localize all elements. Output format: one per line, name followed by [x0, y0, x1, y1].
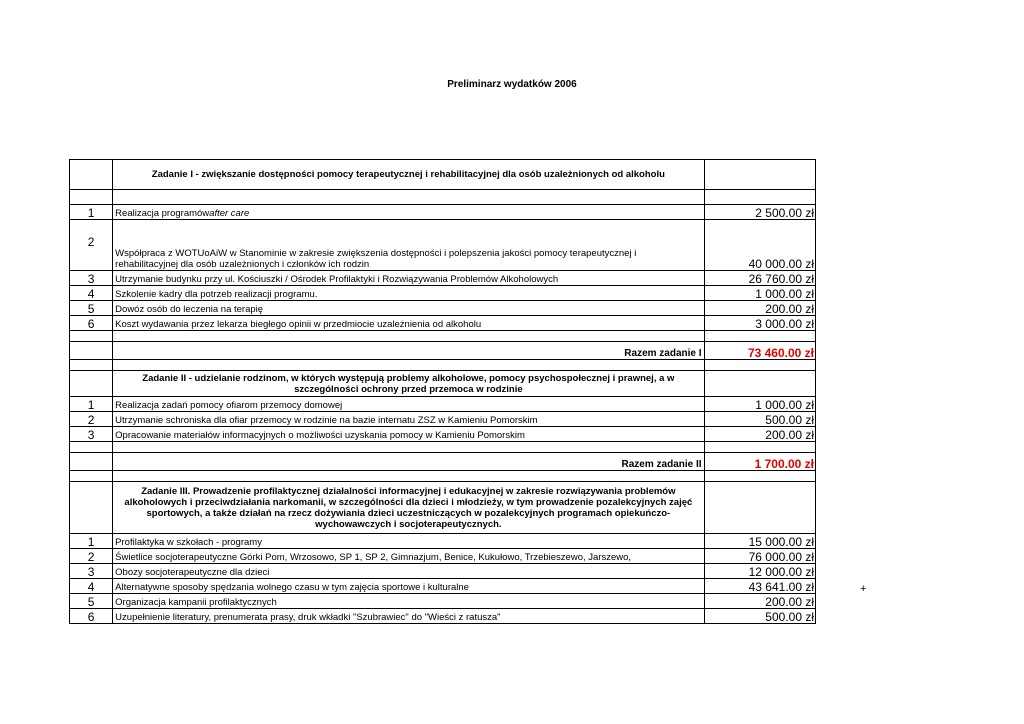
amount-cell	[704, 160, 815, 190]
item-description: Świetlice socjoterapeutyczne Górki Pom, Wrzosowo, SP 1, SP 2, Gimnazjum, Benice, Kukułowo, Trzebieszewo, Jarszewo,	[113, 549, 704, 564]
item-amount: 15 000.00 zł	[704, 534, 815, 549]
empty-row	[70, 331, 816, 342]
empty-row	[70, 471, 816, 482]
table-row	[70, 609, 816, 624]
item-number: 5	[70, 301, 113, 316]
item-description: Szkolenie kadry dla potrzeb realizacji programu.	[113, 286, 704, 301]
total-label: Razem zadanie I	[113, 342, 704, 360]
item-amount: 1 000.00 zł	[704, 397, 815, 412]
table-row	[70, 427, 816, 442]
item-number: 1	[70, 397, 113, 412]
item-amount: 2 500.00 zł	[704, 205, 815, 220]
item-number: 6	[70, 609, 113, 624]
table-row	[70, 286, 816, 301]
table-row	[70, 534, 816, 549]
item-amount: 500.00 zł	[704, 609, 815, 624]
table-row	[70, 205, 816, 220]
empty-row	[70, 360, 816, 371]
item-amount: 200.00 zł	[704, 594, 815, 609]
item-description: Uzupełnienie literatury, prenumerata prasy, druk wkładki "Szubrawiec" do "Wieści z ratusza"	[113, 609, 704, 624]
item-number: 2	[70, 220, 113, 271]
table-row	[70, 316, 816, 331]
item-amount: 200.00 zł	[704, 427, 815, 442]
item-description: Alternatywne sposoby spędzania wolnego czasu w tym zajęcia sportowe i kulturalne	[113, 579, 704, 594]
item-amount: 40 000.00 zł	[704, 220, 815, 271]
table-row	[70, 220, 816, 271]
item-amount: 200.00 zł	[704, 301, 815, 316]
section-header: Zadanie III. Prowadzenie profilaktycznej działalności informacyjnej i edukacyjnej w zakresie rozwiązywania problemów alkoholowych i przeciwdziałania narkomanii, w szczególności dla dzieci i młodzieży, w tym prowadzenie pozalekcyjnych zajęć sportowych, a także działań na rzecz dożywiania dzieci uczestniczących w pozalekcyjnych programach opiekuńczo-wychowawczych i socjoterapeutycznych.	[113, 482, 704, 534]
item-amount: 12 000.00 zł	[704, 564, 815, 579]
item-description: Obozy socjoterapeutyczne dla dzieci	[113, 564, 704, 579]
item-number: 1	[70, 205, 113, 220]
total-label: Razem zadanie II	[113, 453, 704, 471]
item-amount: 43 641.00 zł	[704, 579, 815, 594]
number-cell	[70, 160, 113, 190]
item-number: 2	[70, 549, 113, 564]
item-number: 4	[70, 579, 113, 594]
empty-row	[70, 442, 816, 453]
empty-row	[70, 190, 816, 205]
item-amount: 1 000.00 zł	[704, 286, 815, 301]
item-description: Współpraca z WOTUoAiW w Stanominie w zakresie zwiększenia dostępności i polepszenia jakości pomocy terapeutycznej i rehabilitacyjnej dla osób uzależnionych i członków ich rodzin	[113, 220, 704, 271]
item-number: 3	[70, 564, 113, 579]
item-amount: 76 000.00 zł	[704, 549, 815, 564]
section-header-row	[70, 482, 816, 534]
page-title: Preliminarz wydatków 2006	[447, 79, 577, 90]
table-row	[70, 594, 816, 609]
table-row	[70, 564, 816, 579]
section-header-row	[70, 371, 816, 397]
plus-mark: +	[860, 583, 867, 595]
item-number: 4	[70, 286, 113, 301]
section-header-row	[70, 160, 816, 190]
budget-table	[69, 159, 816, 624]
total-amount: 1 700.00 zł	[704, 453, 815, 471]
section-header: Zadanie I - zwiększanie dostępności pomocy terapeutycznej i rehabilitacyjnej dla osób uzależnionych od alkoholu	[113, 160, 704, 190]
item-number: 1	[70, 534, 113, 549]
item-amount: 3 000.00 zł	[704, 316, 815, 331]
item-amount: 26 760.00 zł	[704, 271, 815, 286]
table-row	[70, 579, 816, 594]
item-description: Koszt wydawania przez lekarza biegłego opinii w przedmiocie uzależnienia od alkoholu	[113, 316, 704, 331]
total-row	[70, 342, 816, 360]
item-number: 6	[70, 316, 113, 331]
item-description: Profilaktyka w szkołach - programy	[113, 534, 704, 549]
section-header: Zadanie II - udzielanie rodzinom, w których występują problemy alkoholowe, pomocy psychospołecznej i prawnej, a w szczególności ochrony przed przemoca w rodzinie	[113, 371, 704, 397]
item-description: Dowóz osób do leczenia na terapię	[113, 301, 704, 316]
item-description: Realizacja zadań pomocy ofiarom przemocy domowej	[113, 397, 704, 412]
item-number: 2	[70, 412, 113, 427]
item-number: 3	[70, 427, 113, 442]
table-row	[70, 397, 816, 412]
item-description: Opracowanie materiałów informacyjnych o możliwości uzyskania pomocy w Kamieniu Pomorskim	[113, 427, 704, 442]
table-row	[70, 301, 816, 316]
table-row	[70, 412, 816, 427]
item-number: 5	[70, 594, 113, 609]
item-amount: 500.00 zł	[704, 412, 815, 427]
item-description: Organizacja kampanii profilaktycznych	[113, 594, 704, 609]
item-description: Utrzymanie schroniska dla ofiar przemocy w rodzinie na bazie internatu ZSZ w Kamieniu Pomorskim	[113, 412, 704, 427]
item-description: Utrzymanie budynku przy ul. Kościuszki / Ośrodek Profilaktyki i Rozwiązywania Problemów Alkoholowych	[113, 271, 704, 286]
total-row	[70, 453, 816, 471]
table-row	[70, 271, 816, 286]
item-number: 3	[70, 271, 113, 286]
item-description: Realizacja programówafter care	[113, 205, 704, 220]
total-amount: 73 460.00 zł	[704, 342, 815, 360]
table-row	[70, 549, 816, 564]
